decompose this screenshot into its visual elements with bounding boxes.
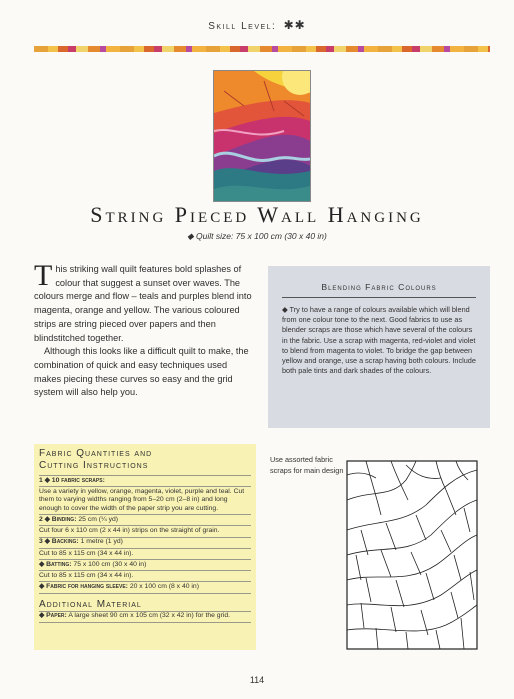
fabric-row — [39, 526, 251, 537]
fabric-quantities-box — [34, 444, 256, 650]
fabric-heading-line1: Fabric Quantities and — [39, 448, 153, 459]
fabric-row-label: 3 ◆ Backing: — [39, 538, 79, 546]
intro-paragraph-1-text: his striking wall quilt features bold splashes of colour that suggest a sunset over waves. The colours merge and flow – teals and purples blend into magenta, orange and yellow. The various coloured strips are string pieced over papers and then blindstitched together. — [34, 264, 252, 343]
fabric-row-label: 2 ◆ Binding: — [39, 516, 77, 524]
skill-stars-icon: ✱✱ — [283, 18, 306, 32]
diagram-caption: Use assorted fabric scraps for main design — [270, 455, 344, 475]
fabric-row-label: ◆ Fabric for hanging sleeve: — [39, 583, 128, 591]
fabric-row-text: Cut to 85 x 115 cm (34 x 44 in). — [39, 572, 134, 580]
pattern-grid-icon — [346, 460, 478, 650]
intro-text — [34, 259, 256, 400]
fabric-row — [39, 515, 251, 526]
fabric-row — [39, 582, 251, 593]
fabric-row-text: Cut four 6 x 110 cm (2 x 44 in) strips on the straight of grain. — [39, 527, 220, 535]
decorative-fabric-strip — [34, 46, 490, 52]
fabric-row-label: 1 ◆ 10 fabric scraps: — [39, 476, 105, 484]
intro-paragraph-1 — [34, 259, 256, 345]
additional-material-heading: Additional Material — [39, 598, 142, 610]
intro-paragraph-2: Although this looks like a difficult quilt to make, the combination of quick and easy techniques used makes piecing these curves so easy and the grid system will also help you. — [34, 346, 249, 398]
fabric-row-text: 20 x 100 cm (8 x 40 in) — [127, 583, 199, 591]
quilt-photo — [213, 70, 311, 202]
fabric-row-text: 75 x 100 cm (30 x 40 in) — [71, 560, 147, 568]
fabric-row-text: 25 cm (¼ yd) — [76, 516, 119, 524]
pattern-diagram — [346, 460, 478, 650]
paper-label: ◆ Paper: — [39, 612, 67, 620]
fabric-row — [39, 549, 251, 560]
paper-row — [39, 611, 251, 623]
drop-cap: T — [34, 259, 53, 292]
fabric-row — [39, 475, 251, 487]
fabric-row — [39, 560, 251, 571]
blending-heading: Blending Fabric Colours — [282, 282, 476, 298]
quilt-image-icon — [214, 71, 310, 201]
fabric-row-text: 1 metre (1 yd) — [78, 538, 123, 546]
blending-body: ◆ Try to have a range of colours available which will blend from one colour tone to the next. Good fabrics to use as blender scraps are those which have several of the colours in the fabric. Use a scrap with magenta, red-violet and violet to blend from magenta to violet. To bridge the gap between yellow and orange, use a scrap having both colours. Include both pale tints and dark shades of the colours. — [282, 305, 476, 376]
paper-text: A large sheet 90 cm x 105 cm (32 x 42 in) for the grid. — [66, 612, 231, 620]
fabric-row — [39, 538, 251, 549]
fabric-row — [39, 571, 251, 582]
page-title: String Pieced Wall Hanging — [90, 202, 424, 227]
fabric-row-label: ◆ Batting: — [39, 560, 72, 568]
quilt-size: ◆ Quilt size: 75 x 100 cm (30 x 40 in) — [187, 231, 327, 241]
fabric-row — [39, 487, 251, 515]
fabric-row-text: Use a variety in yellow, orange, magenta, violet, purple and teal. Cut them to varying widths ranging from 5–20 cm (2–8 in) and long enough to cover the width of the paper strip you are cutting. — [39, 488, 245, 512]
fabric-row-text: Cut to 85 x 115 cm (34 x 44 in). — [39, 549, 134, 557]
skill-level-header — [0, 18, 514, 32]
fabric-heading-line2: Cutting Instructions — [39, 460, 149, 471]
page-number: 114 — [249, 675, 265, 685]
blending-tip-box — [268, 266, 490, 428]
skill-level-label: Skill Level: — [208, 21, 277, 32]
